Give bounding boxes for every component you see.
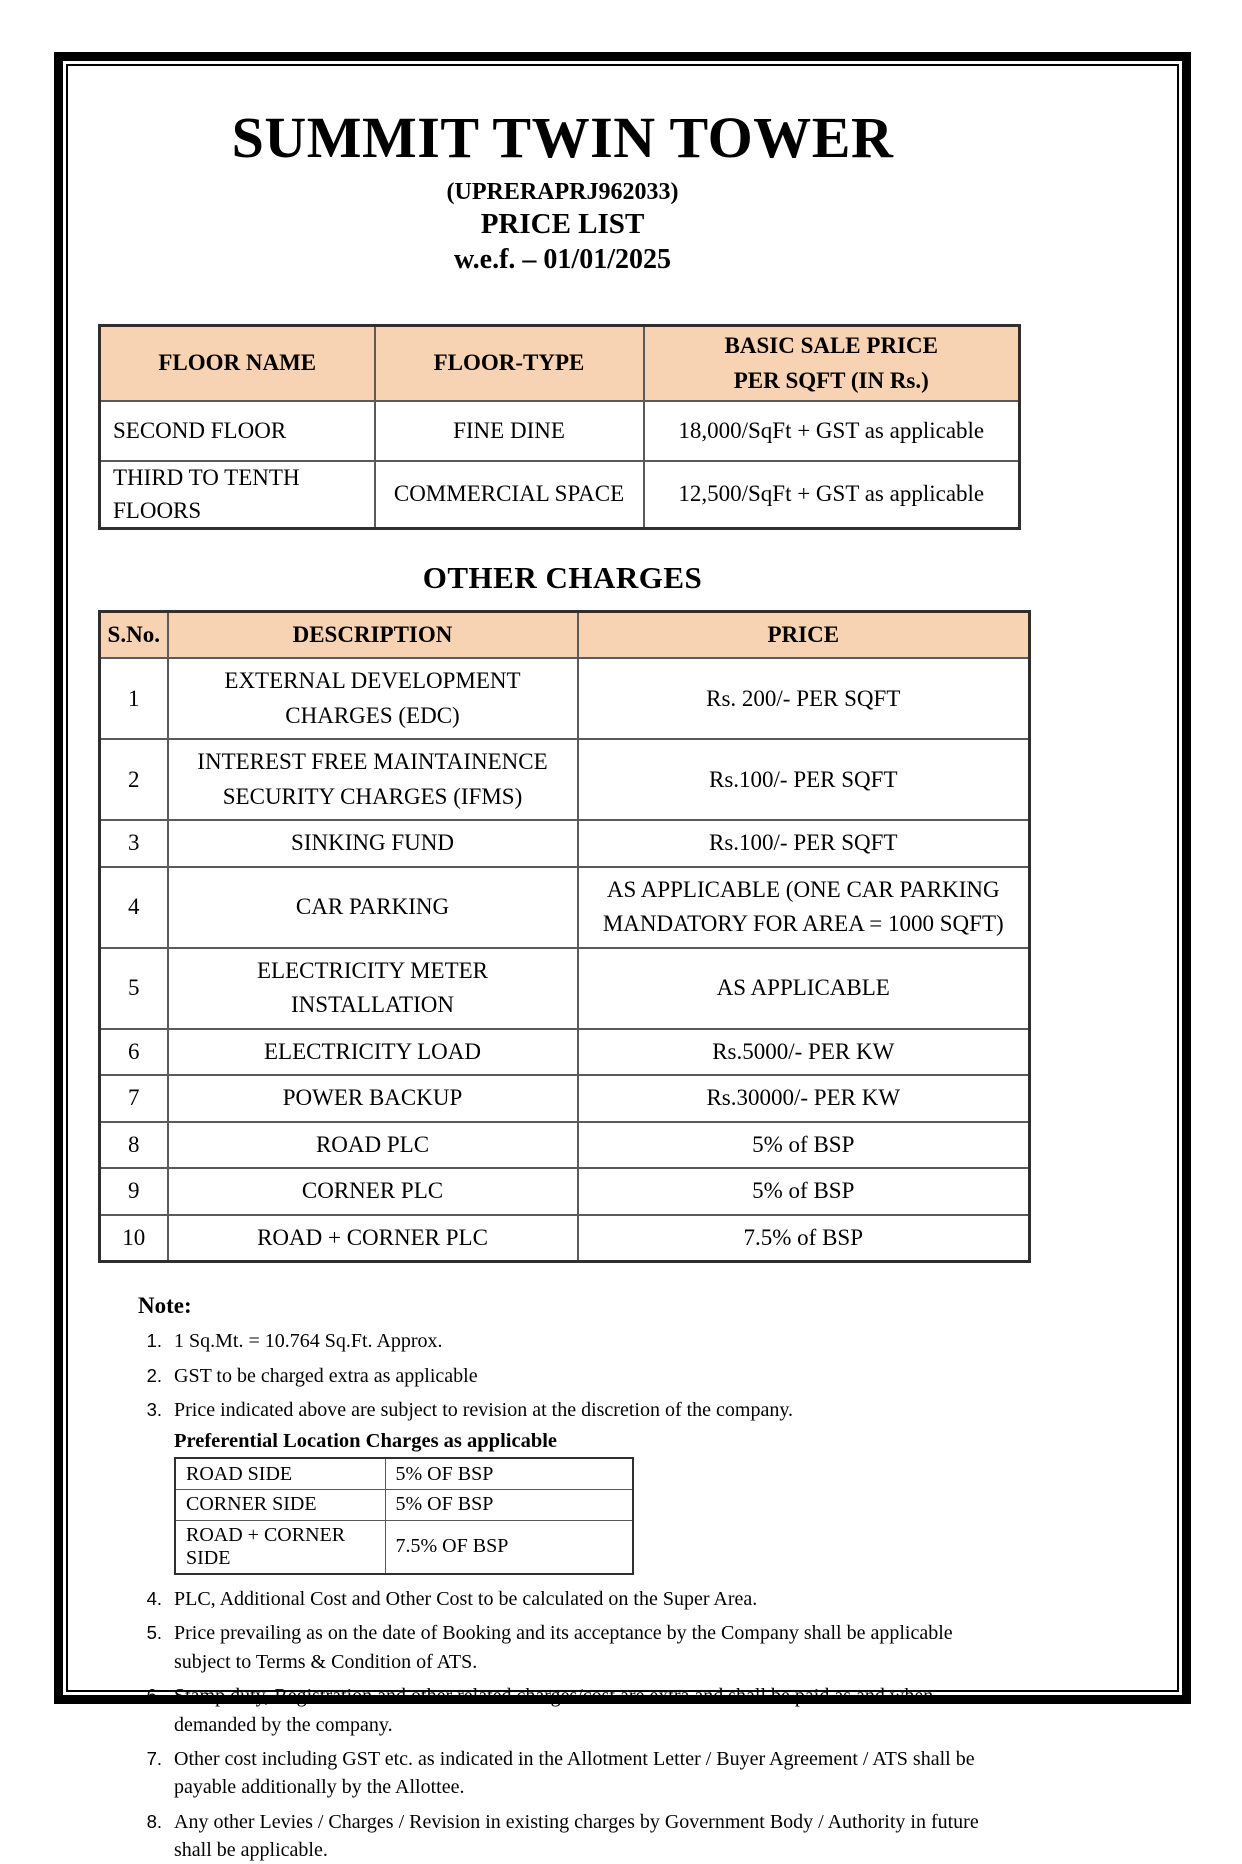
plc-value-cell: 7.5% OF BSP	[385, 1520, 633, 1574]
note-number: 3.	[146, 1399, 162, 1421]
table-row	[175, 1489, 633, 1520]
floor-type-cell: COMMERCIAL SPACE	[375, 461, 644, 528]
note-text: Price indicated above are subject to revision at the discretion of the company.	[174, 1399, 794, 1422]
sno-cell: 2	[100, 739, 168, 820]
sno-cell: 6	[100, 1029, 168, 1076]
other-charges-header-row	[100, 611, 1030, 658]
notes-section	[138, 1293, 1027, 1864]
table-row	[100, 820, 1030, 867]
table-row	[100, 867, 1030, 948]
floor-type-cell: FINE DINE	[375, 401, 644, 461]
price-cell: Rs.30000/- PER KW	[578, 1075, 1030, 1122]
table-row	[175, 1520, 633, 1574]
note-number: 1.	[146, 1330, 162, 1352]
sno-cell: 8	[100, 1122, 168, 1169]
description-cell: SINKING FUND	[168, 820, 578, 867]
plc-value-cell: 5% OF BSP	[385, 1489, 633, 1520]
note-number: 6.	[146, 1685, 162, 1707]
table-row	[100, 948, 1030, 1029]
note-text: Other cost including GST etc. as indicated in the Allotment Letter / Buyer Agreement / ATS shall be payable additionally by the Allottee.	[174, 1747, 975, 1799]
floor-name-header: FLOOR NAME	[100, 325, 375, 401]
price-cell: AS APPLICABLE	[578, 948, 1030, 1029]
floor-price-table	[98, 324, 1021, 530]
note-number: 5.	[146, 1622, 162, 1644]
note-number: 2.	[146, 1364, 162, 1386]
description-cell: INTEREST FREE MAINTAINENCE SECURITY CHARGES (IFMS)	[168, 739, 578, 820]
table-row	[100, 1075, 1030, 1122]
description-cell: ROAD + CORNER PLC	[168, 1215, 578, 1262]
description-cell: EXTERNAL DEVELOPMENT CHARGES (EDC)	[168, 658, 578, 739]
list-item	[138, 1585, 1027, 1613]
description-cell: ELECTRICITY METER INSTALLATION	[168, 948, 578, 1029]
note-text: 1 Sq.Mt. = 10.764 Sq.Ft. Approx.	[174, 1330, 443, 1353]
price-cell: Rs.100/- PER SQFT	[578, 739, 1030, 820]
price-cell: 12,500/SqFt + GST as applicable	[644, 461, 1020, 528]
page-title: SUMMIT TWIN TOWER	[231, 105, 894, 170]
plc-value-cell: 5% OF BSP	[385, 1458, 633, 1489]
sno-cell: 5	[100, 948, 168, 1029]
plc-table	[174, 1457, 634, 1575]
floor-name-cell: THIRD TO TENTH FLOORS	[100, 461, 375, 528]
description-cell: CORNER PLC	[168, 1168, 578, 1215]
list-item	[138, 1396, 1027, 1424]
list-item	[138, 1682, 1027, 1739]
plc-heading: Preferential Location Charges as applicable	[174, 1430, 558, 1453]
floor-name-cell: SECOND FLOOR	[100, 401, 375, 461]
basic-sale-price-header-line2: PER SQFT (IN Rs.)	[733, 367, 929, 393]
table-row	[175, 1458, 633, 1489]
table-row	[100, 1215, 1030, 1262]
list-item	[138, 1327, 1027, 1355]
description-header: DESCRIPTION	[168, 611, 578, 658]
description-cell: ELECTRICITY LOAD	[168, 1029, 578, 1076]
price-cell: 7.5% of BSP	[578, 1215, 1030, 1262]
sno-cell: 9	[100, 1168, 168, 1215]
note-number: 8.	[146, 1810, 162, 1832]
other-charges-heading: OTHER CHARGES	[422, 559, 703, 595]
price-cell: 18,000/SqFt + GST as applicable	[644, 401, 1020, 461]
other-charges-table	[98, 610, 1031, 1264]
note-text: Any other Levies / Charges / Revision in existing charges by Government Body / Authority in future shall be applicable.	[174, 1810, 979, 1862]
price-header: PRICE	[578, 611, 1030, 658]
note-text: Price prevailing as on the date of Booking and its acceptance by the Company shall be applicable subject to Terms & Condition of ATS.	[174, 1622, 953, 1673]
sno-cell: 4	[100, 867, 168, 948]
table-row	[100, 401, 1020, 461]
basic-sale-price-header	[644, 325, 1020, 401]
price-cell: AS APPLICABLE (ONE CAR PARKING MANDATORY FOR AREA = 1000 SQFT)	[578, 867, 1030, 948]
sno-cell: 7	[100, 1075, 168, 1122]
note-number: 7.	[146, 1747, 162, 1769]
document-header	[98, 105, 1027, 276]
price-cell: Rs.5000/- PER KW	[578, 1029, 1030, 1076]
table-row	[100, 1168, 1030, 1215]
list-item	[138, 1619, 1027, 1676]
sno-cell: 1	[100, 658, 168, 739]
floor-type-header: FLOOR-TYPE	[375, 325, 644, 401]
page-content	[68, 66, 1177, 1864]
basic-sale-price-header-line1: BASIC SALE PRICE	[724, 333, 938, 359]
table-row	[100, 461, 1020, 528]
price-cell: Rs.100/- PER SQFT	[578, 820, 1030, 867]
price-cell: 5% of BSP	[578, 1122, 1030, 1169]
note-text: Stamp duty, Registration and other related charges/cost are extra and shall be paid as and when demanded by the company.	[174, 1685, 934, 1736]
plc-side-cell: CORNER SIDE	[175, 1489, 385, 1520]
effective-date: w.e.f. – 01/01/2025	[454, 243, 671, 275]
table-row	[100, 1122, 1030, 1169]
table-row	[100, 739, 1030, 820]
list-item	[138, 1808, 1027, 1864]
price-cell: Rs. 200/- PER SQFT	[578, 658, 1030, 739]
rera-id: (UPRERAPRJ962033)	[446, 178, 679, 205]
sno-cell: 3	[100, 820, 168, 867]
description-cell: POWER BACKUP	[168, 1075, 578, 1122]
plc-side-cell: ROAD SIDE	[175, 1458, 385, 1489]
description-cell: ROAD PLC	[168, 1122, 578, 1169]
sno-cell: 10	[100, 1215, 168, 1262]
table-row	[100, 1029, 1030, 1076]
note-number: 4.	[146, 1587, 162, 1609]
note-text: PLC, Additional Cost and Other Cost to be calculated on the Super Area.	[174, 1587, 758, 1610]
floor-table-header-row	[100, 325, 1020, 401]
plc-side-cell: ROAD + CORNER SIDE	[175, 1520, 385, 1574]
list-item	[138, 1745, 1027, 1802]
table-row	[100, 658, 1030, 739]
page-border-outer	[54, 52, 1191, 1862]
description-cell: CAR PARKING	[168, 867, 578, 948]
price-cell: 5% of BSP	[578, 1168, 1030, 1215]
price-list-label: PRICE LIST	[480, 207, 645, 240]
note-text: GST to be charged extra as applicable	[174, 1364, 478, 1387]
notes-heading: Note:	[138, 1293, 192, 1319]
sno-header: S.No.	[100, 611, 168, 658]
page-border-inner	[66, 64, 1179, 1862]
list-item	[138, 1362, 1027, 1390]
